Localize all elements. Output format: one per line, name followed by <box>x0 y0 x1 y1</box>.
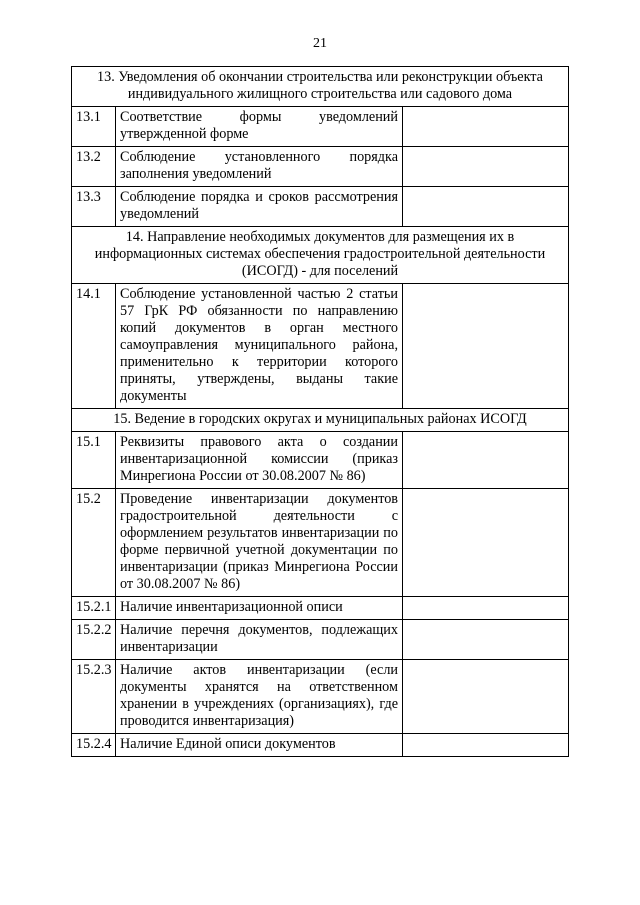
item-text: Соблюдение порядка и сроков рассмотрения уведомлений <box>116 187 403 227</box>
table-row-15-2 <box>72 489 569 597</box>
section-row-15 <box>72 409 569 432</box>
item-number: 15.2.2 <box>72 620 116 660</box>
item-value-cell <box>403 620 569 660</box>
item-value-cell <box>403 489 569 597</box>
item-number: 15.2.4 <box>72 734 116 757</box>
item-number: 15.2.1 <box>72 597 116 620</box>
item-text: Наличие перечня документов, подлежащих инвентаризации <box>116 620 403 660</box>
table-row-13-1 <box>72 107 569 147</box>
table-row-15-1 <box>72 432 569 489</box>
section-heading: 15. Ведение в городских округах и муниципальных районах ИСОГД <box>72 409 569 432</box>
table-row-13-3 <box>72 187 569 227</box>
item-value-cell <box>403 660 569 734</box>
section-heading: 13. Уведомления об окончании строительства или реконструкции объекта индивидуального жилищного строительства или садового дома <box>72 67 569 107</box>
item-value-cell <box>403 284 569 409</box>
section-row-14 <box>72 227 569 284</box>
item-text: Соблюдение установленной частью 2 статьи 57 ГрК РФ обязанности по направлению копий документов в орган местного самоуправления муниципального района, применительно к территории которого приняты, утверждены, выданы такие документы <box>116 284 403 409</box>
item-text: Соблюдение установленного порядка заполнения уведомлений <box>116 147 403 187</box>
inspection-checklist-table <box>71 66 569 757</box>
item-text: Проведение инвентаризации документов градостроительной деятельности с оформлением результатов инвентаризации по форме первичной учетной документации по инвентаризации (приказ Минрегиона России от 30.08.2007 № 86) <box>116 489 403 597</box>
item-text: Наличие инвентаризационной описи <box>116 597 403 620</box>
item-text: Наличие актов инвентаризации (если документы хранятся на ответственном хранении в учреждениях (организациях), где проводится инвентаризация) <box>116 660 403 734</box>
item-value-cell <box>403 187 569 227</box>
item-text: Наличие Единой описи документов <box>116 734 403 757</box>
page-number: 21 <box>313 36 327 51</box>
item-number: 13.1 <box>72 107 116 147</box>
table-row-15-2-2 <box>72 620 569 660</box>
item-value-cell <box>403 734 569 757</box>
table-row-15-2-3 <box>72 660 569 734</box>
item-text: Соответствие формы уведомлений утвержденной форме <box>116 107 403 147</box>
table-row-14-1 <box>72 284 569 409</box>
item-value-cell <box>403 432 569 489</box>
item-value-cell <box>403 107 569 147</box>
item-number: 15.2.3 <box>72 660 116 734</box>
table-row-15-2-1 <box>72 597 569 620</box>
item-value-cell <box>403 147 569 187</box>
section-heading: 14. Направление необходимых документов для размещения их в информационных системах обеспечения градостроительной деятельности (ИСОГД) - для поселений <box>72 227 569 284</box>
item-number: 15.2 <box>72 489 116 597</box>
item-number: 13.3 <box>72 187 116 227</box>
item-number: 15.1 <box>72 432 116 489</box>
item-number: 13.2 <box>72 147 116 187</box>
section-row-13 <box>72 67 569 107</box>
item-value-cell <box>403 597 569 620</box>
table-row-15-2-4 <box>72 734 569 757</box>
item-number: 14.1 <box>72 284 116 409</box>
table-row-13-2 <box>72 147 569 187</box>
item-text: Реквизиты правового акта о создании инвентаризационной комиссии (приказ Минрегиона России от 30.08.2007 № 86) <box>116 432 403 489</box>
